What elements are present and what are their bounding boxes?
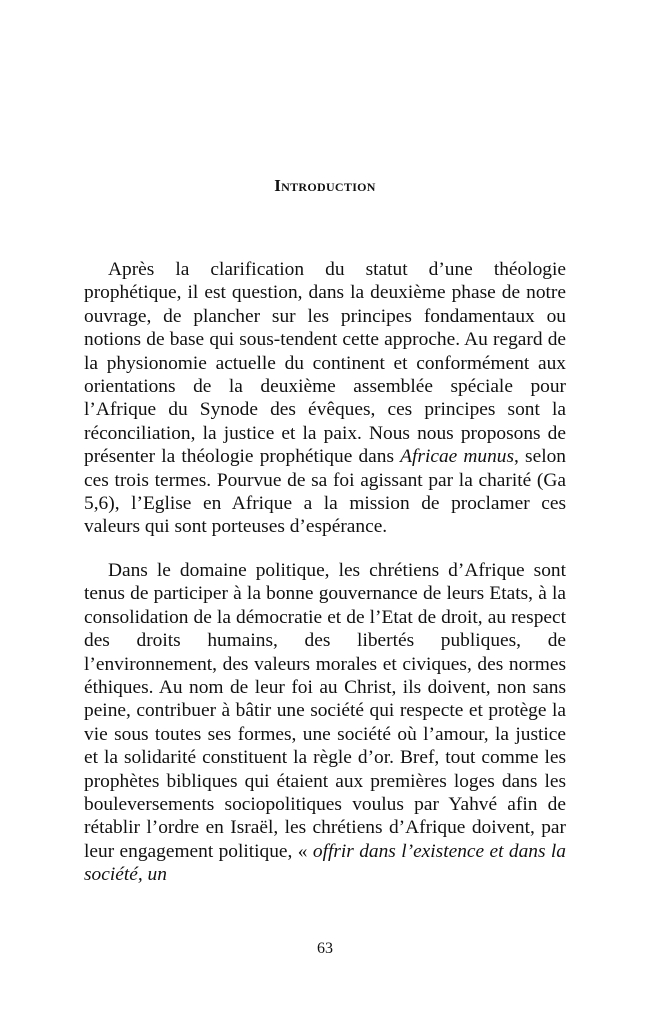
paragraph-2-text-a: Dans le domaine politique, les chrétiens d’Afrique sont tenus de participer à la bonne gouvernance de leurs Etats, à la consolidation de la démocratie et de l’Etat de droit, au respect des droits humains, des libertés publiques, de l’environnement, des valeurs morales et civiques, des normes éthiques. Au nom de leur foi au Christ, ils doivent, non sans peine, contribuer à bâtir une société qui respecte et protège la vie sous toutes ses formes, une société où l’amour, la justice et la solidarité constituent la règle d’or. Bref, tout comme les prophètes bibliques qui étaient aux premières loges dans les bouleversements sociopolitiques voulus par Yahvé afin de rétablir l’ordre en Israël, les chrétiens d’Afrique doivent, par leur engagement politique, «: [84, 559, 566, 862]
paragraph-1-text-b: , selon ces trois termes. Pourvue de sa foi agissant par la charité (Ga 5,6), l’Eglise en Afrique a la mission de proclamer ces valeurs qui sont porteuses d’espérance.: [84, 446, 566, 538]
chapter-heading: Introduction: [274, 176, 376, 195]
paragraph-2: [84, 559, 566, 887]
paragraph-1-text-a: Après la clarification du statut d’une théologie prophétique, il est question, dans la deuxième phase de notre ouvrage, de plancher sur les principes fondamentaux ou notions de base qui sous-tendent cette approche. Au regard de la physionomie actuelle du continent et conformément aux orientations de la deuxième assemblée spéciale pour l’Afrique du Synode des évêques, ces principes sont la réconciliation, la justice et la paix. Nous nous proposons de présenter la théologie prophétique dans: [84, 259, 566, 468]
paragraph-1: [84, 258, 566, 539]
book-page: [84, 0, 566, 1035]
body-text: [84, 258, 566, 887]
paragraph-2-italic-quote: offrir dans l’existence et dans la société, un: [84, 840, 567, 886]
page-number: 63: [317, 940, 333, 957]
paragraph-1-italic-title: Africae munus: [400, 446, 515, 468]
